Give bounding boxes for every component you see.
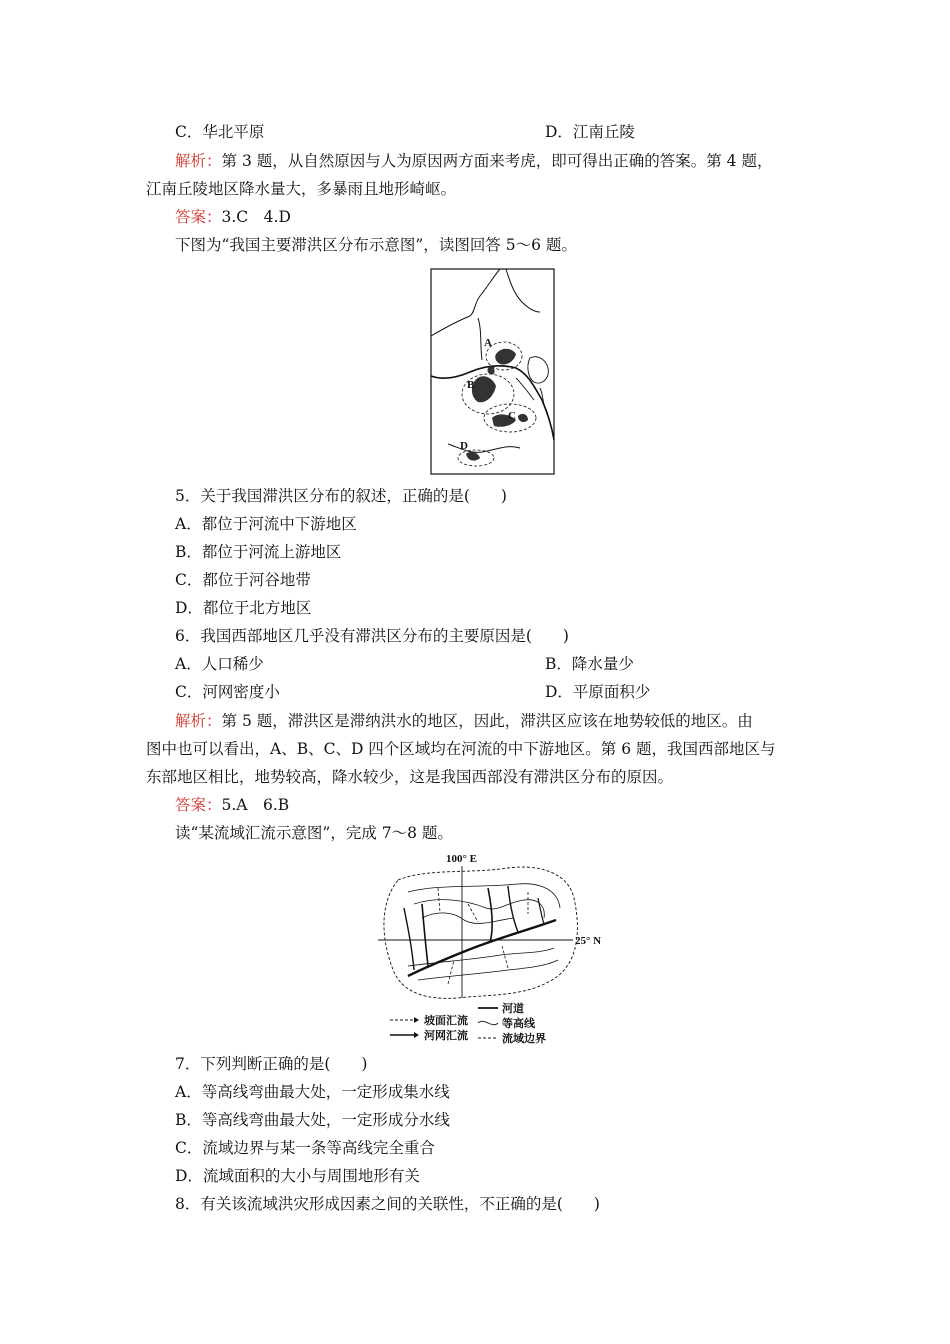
answer-label: 答案： [175, 796, 222, 814]
answer-5-6 [175, 795, 289, 815]
q4-option-c: C．华北平原 [175, 123, 265, 141]
analysis-label: 解析： [175, 712, 222, 730]
q8-stem: 8．有关该流域洪灾形成因素之间的关联性，不正确的是( ) [175, 1195, 600, 1213]
analysis-text: 第 3 题，从自然原因与人为原因两方面来考虎，即可得出正确的答案。第 4 题， [221, 152, 773, 170]
q4-option-d: D．江南丘陵 [545, 123, 635, 141]
legend [390, 1001, 546, 1045]
legend-slope-flow: 坡面汇流 [424, 1015, 468, 1027]
answer-3-4 [175, 207, 291, 227]
map-label-b: B [467, 379, 475, 391]
analysis-text: 第 5 题，滞洪区是滞纳洪水的地区，因此，滞洪区应该在地势较低的地区。由 [221, 712, 753, 730]
analysis-5-6-line2: 图中也可以看出，A、B、C、D 四个区域均在河流的中下游地区。第 6 题，我国西部地区与 [146, 740, 776, 758]
intro-5-6: 下图为“我国主要滞洪区分布示意图”，读图回答 5～6 题。 [175, 236, 577, 254]
q5-option-c: C．都位于河谷地带 [175, 571, 311, 589]
basin-confluence-diagram [368, 848, 618, 1048]
legend-river-channel: 河道 [502, 1003, 524, 1015]
analysis-3-4-line2: 江南丘陵地区降水量大，多暴雨且地形崎岖。 [146, 180, 457, 198]
intro-7-8: 读“某流域汇流示意图”，完成 7～8 题。 [175, 824, 453, 842]
analysis-label: 解析： [175, 152, 222, 170]
answer-text: 5.A 6.B [221, 796, 290, 814]
q6-option-c: C．河网密度小 [175, 683, 280, 701]
q6-option-d: D．平原面积少 [545, 683, 651, 701]
q5-option-d: D．都位于北方地区 [175, 599, 312, 617]
q7-option-c: C．流域边界与某一条等高线完全重合 [175, 1139, 435, 1157]
answer-text: 3.C 4.D [221, 208, 291, 226]
latitude-label: 25° N [575, 935, 602, 947]
q7-option-a: A．等高线弯曲最大处，一定形成集水线 [175, 1083, 450, 1101]
legend-river-network-flow: 河网汇流 [424, 1030, 468, 1042]
analysis-5-6-line3: 东部地区相比，地势较高，降水较少，这是我国西部没有滞洪区分布的原因。 [146, 768, 674, 786]
longitude-label: 100° E [446, 853, 477, 865]
map-label-a: A [484, 337, 492, 349]
map-label-d: D [460, 440, 468, 452]
q7-option-b: B．等高线弯曲最大处，一定形成分水线 [175, 1111, 450, 1129]
analysis-3-4 [175, 151, 772, 171]
q5-option-a: A．都位于河流中下游地区 [175, 515, 357, 533]
q6-stem: 6．我国西部地区几乎没有滞洪区分布的主要原因是( ) [175, 627, 569, 645]
q5-stem: 5．关于我国滞洪区分布的叙述，正确的是( ) [175, 487, 507, 505]
flood-detention-map [430, 268, 556, 476]
q7-stem: 7．下列判断正确的是( ) [175, 1055, 368, 1073]
legend-basin-boundary: 流域边界 [502, 1033, 546, 1045]
q6-option-a: A．人口稀少 [175, 655, 264, 673]
answer-label: 答案： [175, 208, 222, 226]
legend-contour: 等高线 [502, 1018, 535, 1030]
q7-option-d: D．流域面积的大小与周围地形有关 [175, 1167, 420, 1185]
q6-option-b: B．降水量少 [545, 655, 634, 673]
map-label-c: C [508, 410, 516, 422]
q5-option-b: B．都位于河流上游地区 [175, 543, 342, 561]
analysis-5-6 [175, 711, 753, 731]
